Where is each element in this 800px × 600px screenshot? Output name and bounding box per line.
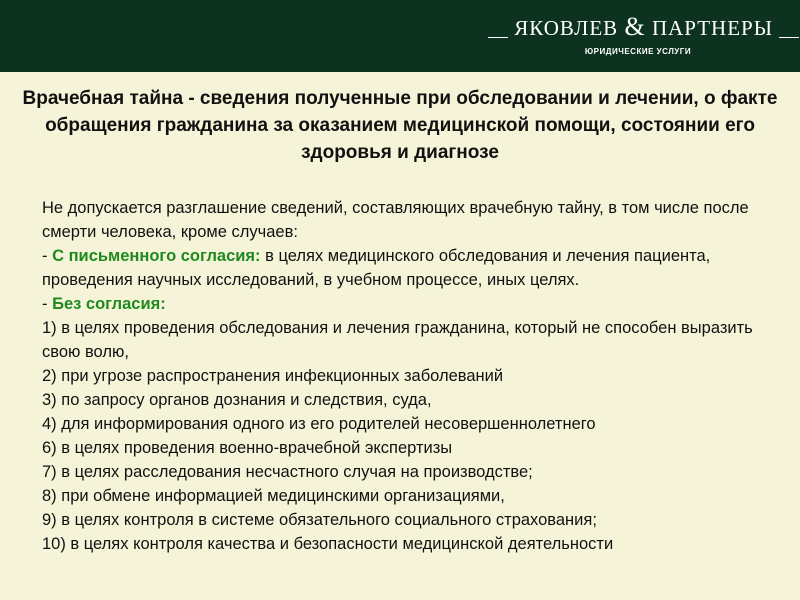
slide-title: Врачебная тайна - сведения полученные при обследовании и лечении, о факте обращения гражданина за оказанием медицинской помощи, состоянии его здоровья и диагнозе [22,88,778,163]
header-bar [0,0,800,72]
list-item: 2) при угрозе распространения инфекционных заболеваний [42,367,504,385]
list-item: 9) в целях контроля в системе обязательного социального страхования; [42,511,597,529]
intro-text: Не допускается разглашение сведений, составляющих врачебную тайну, в том числе после смерти человека, кроме случаев: [42,199,749,241]
with-consent-text: в целях медицинского обследования и лечения пациента, проведения научных исследований, в учебном процессе, иных целях. [42,247,711,289]
brand-name-right: ПАРТНЕРЫ [651,16,774,40]
brand-name [488,14,788,41]
list-item: 6) в целях проведения военно-врачебной экспертизы [42,439,453,457]
with-consent-paragraph: - С письменного согласия: в целях медицинского обследования и лечения пациента, проведения научных исследований, в учебном процессе, иных целях. [42,247,711,289]
slide-body [42,196,772,556]
list-item: 4) для информирования одного из его родителей несовершеннолетнего [42,415,596,433]
without-consent-paragraph: - Без согласия: [42,295,166,313]
with-consent-label: С письменного согласия: [52,247,261,265]
brand-ampersand: & [624,12,646,41]
brand-name-left: ЯКОВЛЕВ [514,16,619,40]
brand-rule-right [779,37,799,38]
brand-subtitle: ЮРИДИЧЕСКИЕ УСЛУГИ [584,47,692,56]
list-item: 7) в целях расследования несчастного случая на производстве; [42,463,533,481]
list-item: 8) при обмене информацией медицинскими организациями, [42,487,505,505]
list-item: 1) в целях проведения обследования и лечения гражданина, который не способен выразить свою волю, [42,319,753,361]
brand-logo [488,14,788,56]
list-item: 10) в целях контроля качества и безопасности медицинской деятельности [42,535,614,553]
list-item: 3) по запросу органов дознания и следствия, суда, [42,391,432,409]
brand-rule-left [488,37,508,38]
without-consent-label: Без согласия: [52,295,166,313]
